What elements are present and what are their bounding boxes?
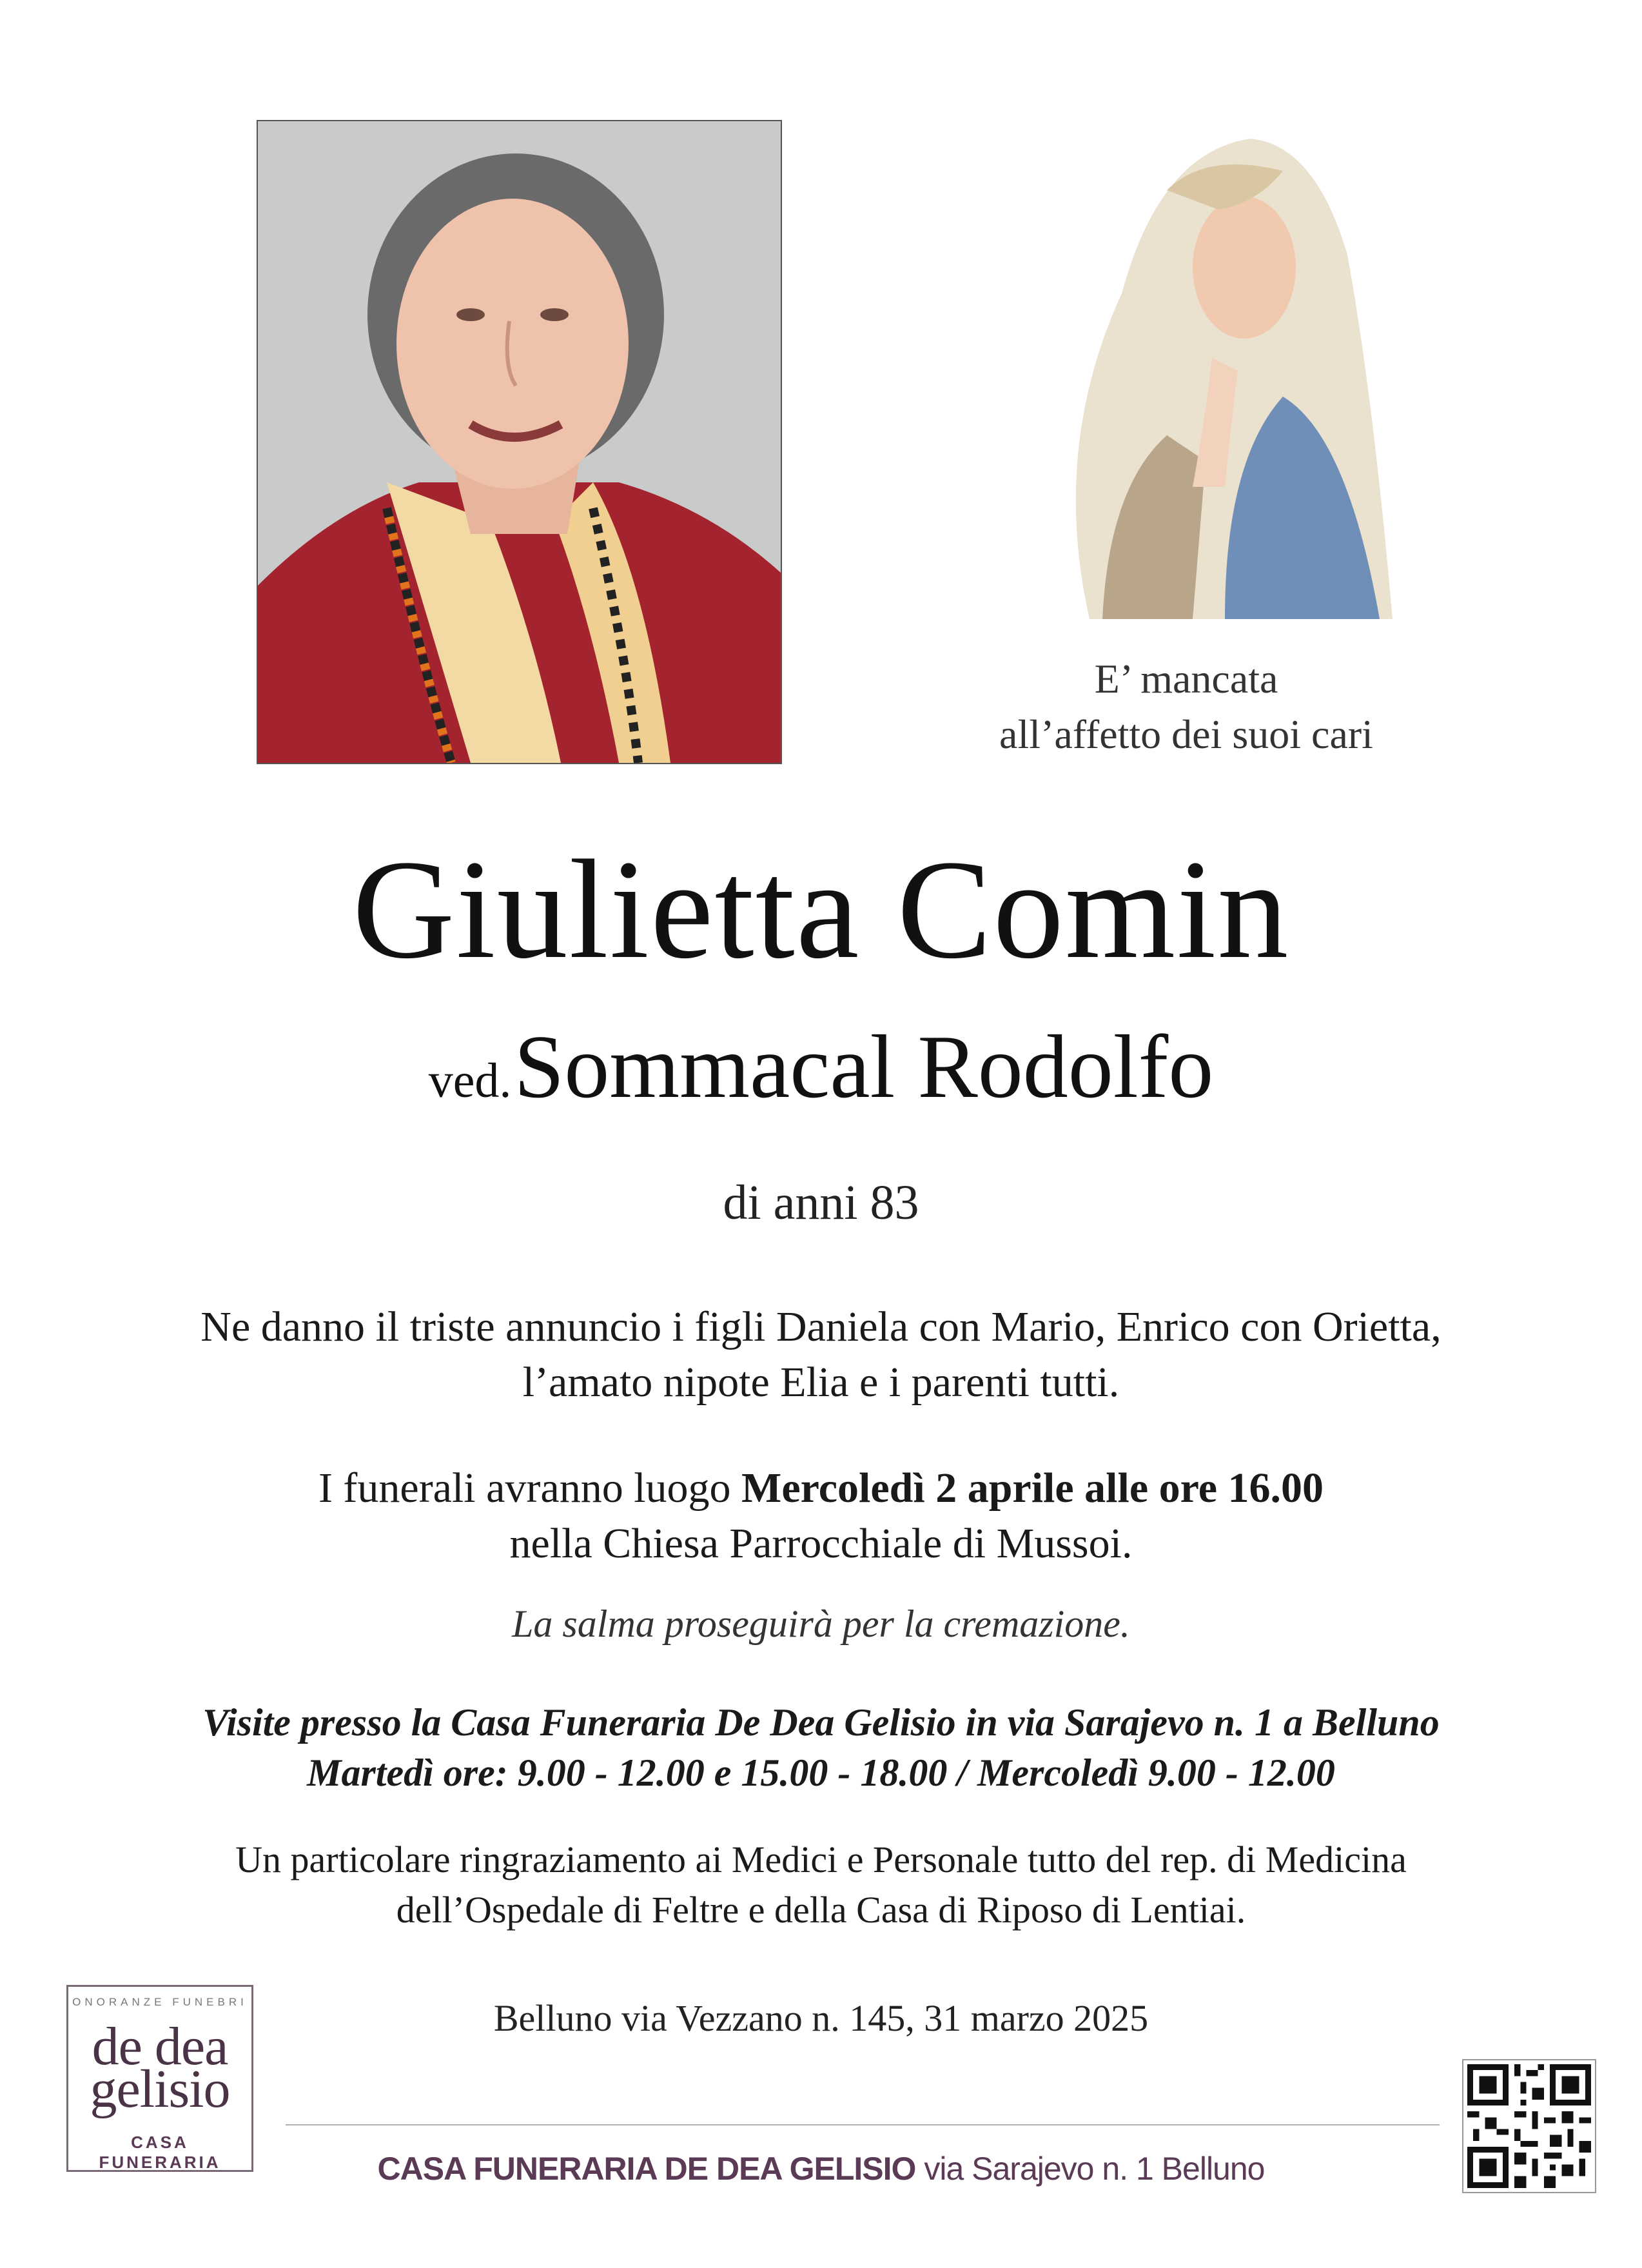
visits-line-1: Visite presso la Casa Funeraria De Dea Gelisio in via Sarajevo n. 1 a Belluno	[202, 1701, 1440, 1744]
logo-brand-line-2: gelisio	[90, 2059, 230, 2119]
condolence-line-1: E’ mancata	[1094, 656, 1278, 702]
funeral-when: Mercoledì 2 aprile alle ore 16.00	[741, 1464, 1324, 1512]
funeral-place: nella Chiesa Parrocchiale di Mussoi.	[509, 1520, 1133, 1567]
funeral-line-1	[0, 1461, 1642, 1516]
thanks-line-2: dell’Ospedale di Feltre e della Casa di Riposo di Lentiai.	[396, 1889, 1246, 1931]
logo-top-text: ONORANZE FUNEBRI	[72, 1996, 248, 2008]
footer-company: CASA FUNERARIA DE DEA GELISIO	[377, 2151, 916, 2187]
funeral-intro: I funerali avranno luogo	[318, 1464, 742, 1512]
visits-line-2: Martedì ore: 9.00 - 12.00 e 15.00 - 18.00 / Mercoledì 9.00 - 12.00	[307, 1751, 1335, 1794]
thanks-line-1: Un particolare ringraziamento ai Medici e Personale tutto del rep. di Medicina	[235, 1839, 1407, 1880]
logo-bottom-text: CASA FUNERARIA	[99, 2133, 221, 2172]
madonna-image	[1012, 126, 1393, 619]
footer-address: via Sarajevo n. 1 Belluno	[915, 2151, 1265, 2187]
condolence-line-2: all’affetto dei suoi cari	[999, 711, 1373, 757]
announcement-line-1: Ne danno il triste annuncio i figli Daniela con Mario, Enrico con Orietta,	[200, 1303, 1442, 1350]
spouse-name: Sommacal Rodolfo	[514, 1017, 1214, 1117]
portrait-photo	[257, 120, 782, 764]
cremation-note: La salma proseguirà per la cremazione.	[512, 1602, 1130, 1645]
logo-brand-line-1: de dea	[92, 2017, 228, 2076]
widow-of	[0, 1019, 1642, 1143]
announcement-line-2: l’amato nipote Elia e i parenti tutti.	[522, 1359, 1120, 1406]
age: di anni 83	[723, 1176, 919, 1230]
footer-divider	[286, 2124, 1440, 2125]
date-place-line: Belluno via Vezzano n. 145, 31 marzo 2025	[493, 1997, 1149, 2039]
footer	[0, 2146, 1642, 2191]
deceased-name: Giulietta Comin	[352, 831, 1290, 988]
qr-code[interactable]	[1463, 2060, 1595, 2192]
widow-prefix: ved.	[428, 1054, 512, 1108]
